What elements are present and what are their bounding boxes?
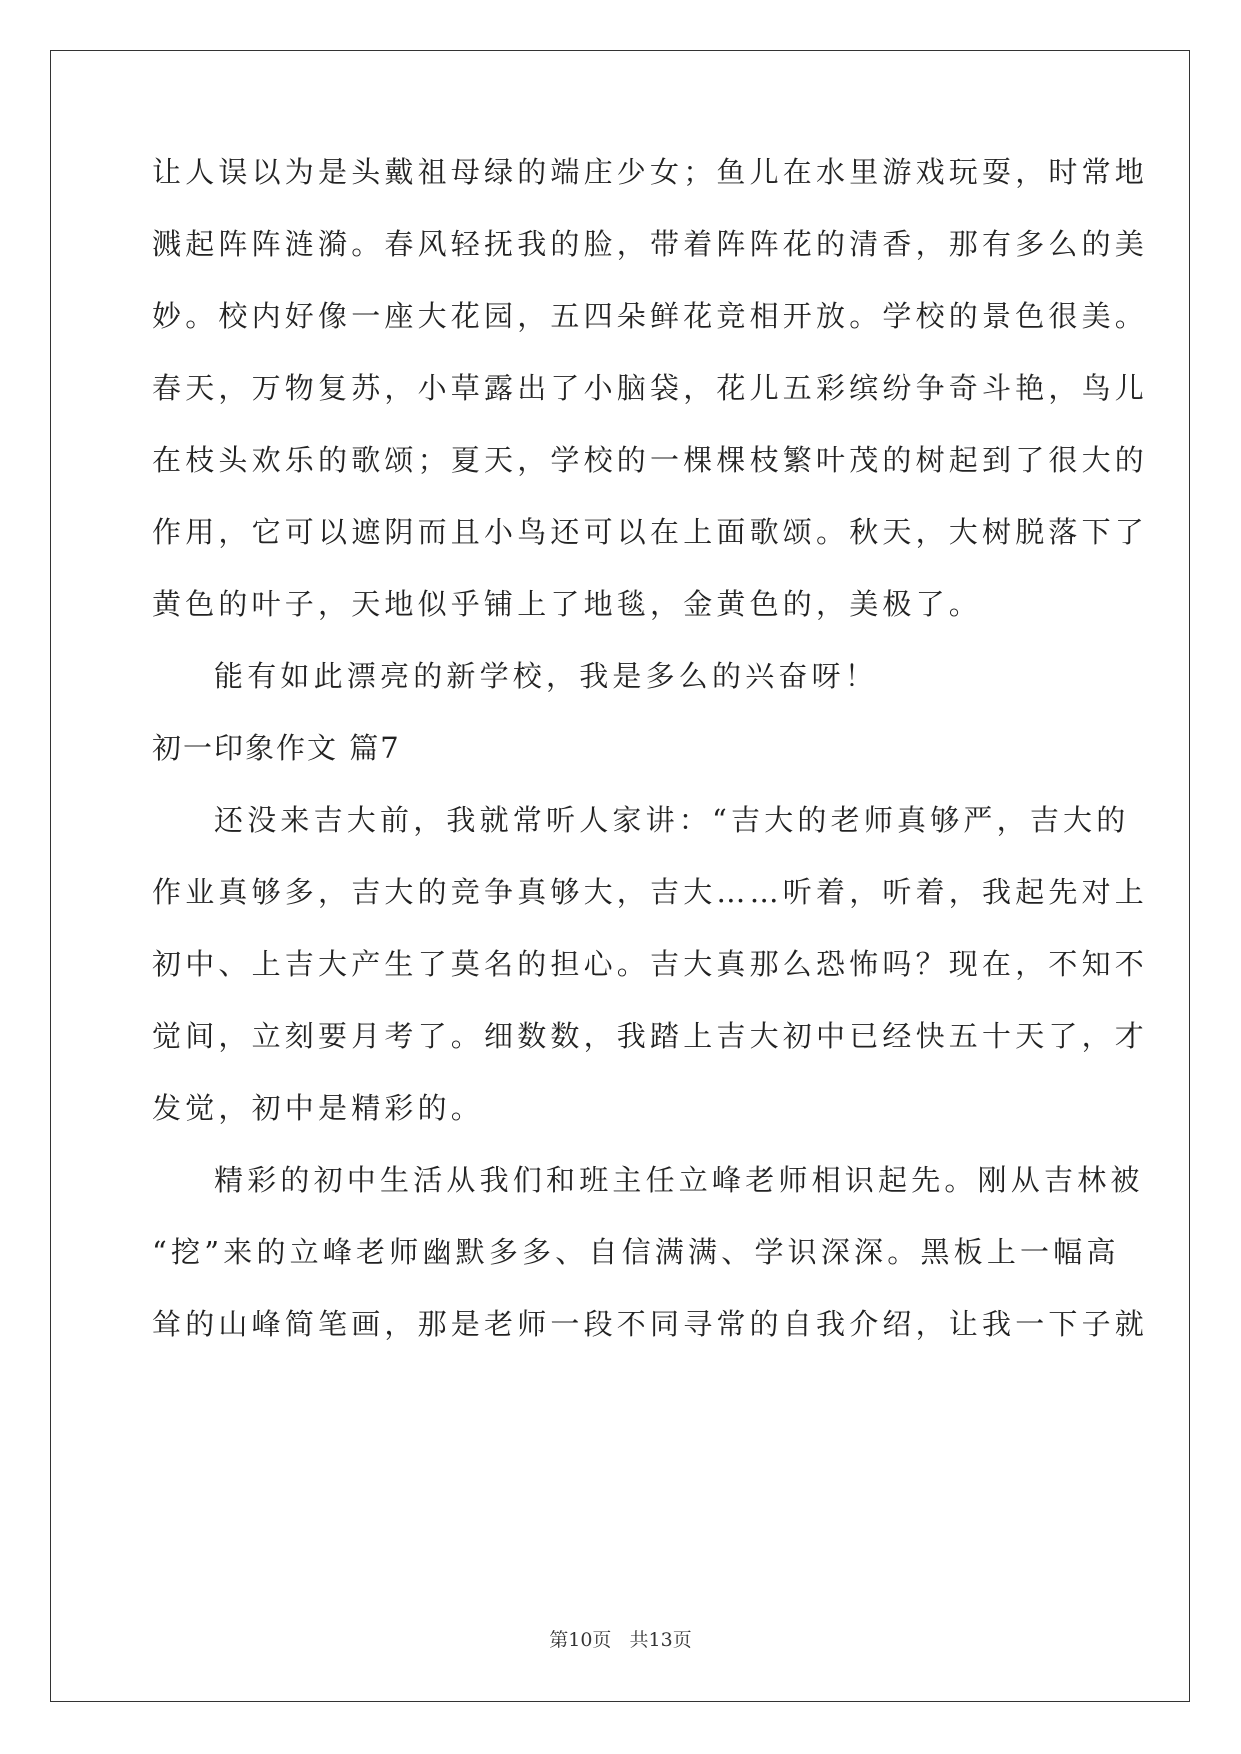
text-line: 觉间，立刻要月考了。细数数，我踏上吉大初中已经快五十天了，才: [152, 1019, 1149, 1053]
paragraph-first-line: 精彩的初中生活从我们和班主任立峰老师相识起先。刚从吉林被: [214, 1163, 1144, 1197]
page-number-footer: 第10页 共13页: [549, 1629, 692, 1651]
text-line: 初中、上吉大产生了莫名的担心。吉大真那么恐怖吗？现在，不知不: [152, 947, 1149, 981]
text-line: 在枝头欢乐的歌颂；夏天，学校的一棵棵枝繁叶茂的树起到了很大的: [152, 443, 1149, 477]
text-line: 作用，它可以遮阴而且小鸟还可以在上面歌颂。秋天，大树脱落下了: [152, 515, 1149, 549]
text-line: 黄色的叶子，天地似乎铺上了地毯，金黄色的，美极了。: [152, 587, 983, 621]
text-line: 妙。校内好像一座大花园，五四朵鲜花竞相开放。学校的景色很美。: [152, 299, 1149, 333]
paragraph-first-line: 还没来吉大前，我就常听人家讲：“吉大的老师真够严，吉大的: [214, 803, 1130, 837]
text-line: 耸的山峰简笔画，那是老师一段不同寻常的自我介绍，让我一下子就: [152, 1307, 1149, 1341]
section-heading: 初一印象作文 篇7: [152, 731, 401, 765]
text-line: “挖”来的立峰老师幽默多多、自信满满、学识深深。黑板上一幅高: [152, 1235, 1120, 1269]
text-line: 溅起阵阵涟漪。春风轻抚我的脸，带着阵阵花的清香，那有多么的美: [152, 227, 1149, 261]
text-line: 春天，万物复苏，小草露出了小脑袋，花儿五彩缤纷争奇斗艳，鸟儿: [152, 371, 1149, 405]
text-line: 让人误以为是头戴祖母绿的端庄少女；鱼儿在水里游戏玩耍，时常地: [152, 155, 1149, 189]
paragraph-first-line: 能有如此漂亮的新学校，我是多么的兴奋呀！: [214, 659, 879, 693]
text-line: 发觉，初中是精彩的。: [152, 1091, 485, 1125]
text-line: 作业真够多，吉大的竞争真够大，吉大……听着，听着，我起先对上: [152, 875, 1149, 909]
